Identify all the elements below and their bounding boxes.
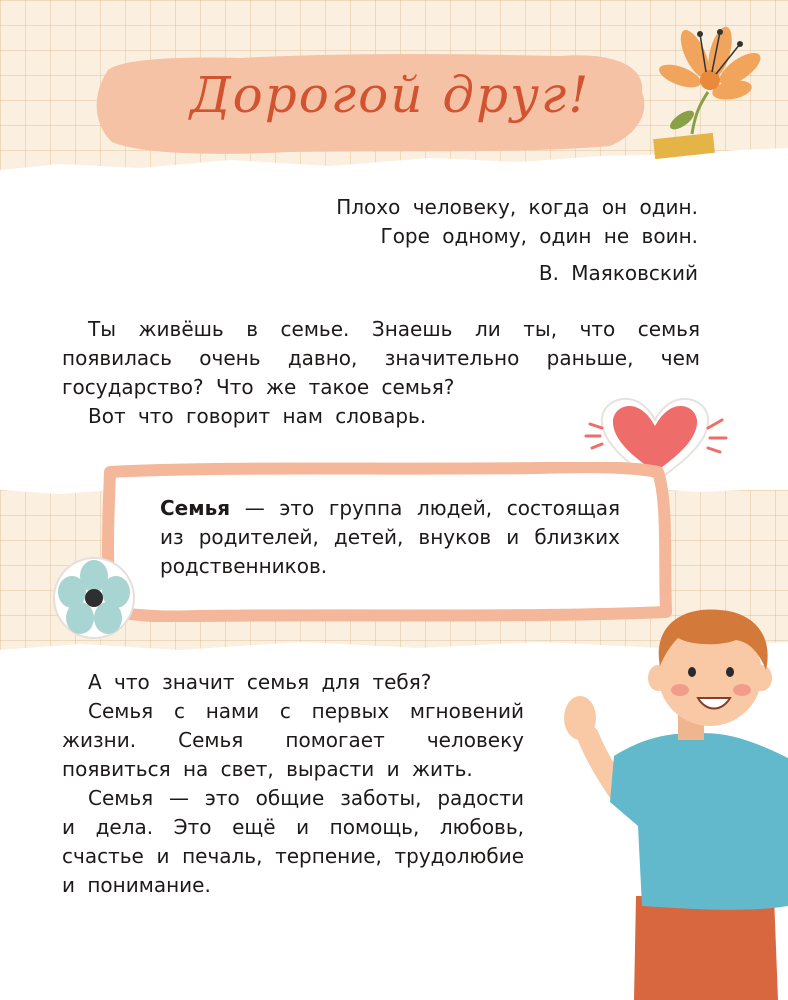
intro-paragraph: Вот что говорит нам словарь. xyxy=(88,404,427,428)
definition-text xyxy=(160,494,620,581)
flower-icon xyxy=(640,14,780,164)
epigraph-line: Горе одному, один не воин. xyxy=(380,224,698,248)
body-text xyxy=(62,668,524,900)
definition-term: Семья xyxy=(160,496,231,520)
blue-flower-icon xyxy=(52,556,136,640)
body-question: А что значит семья для тебя? xyxy=(88,670,432,694)
boy-illustration xyxy=(552,606,788,1000)
body-paragraph: Семья с нами с первых мгновений жизни. Семья помогает человеку появиться на свет, вырасти и жить. xyxy=(62,699,524,781)
epigraph-line: Плохо человеку, когда он один. xyxy=(336,195,698,219)
body-paragraph: Семья — это общие заботы, радости и дела. Это ещё и помощь, любовь, счастье и печаль, терпение, трудолюбие и понимание. xyxy=(62,786,524,897)
page-title: Дорогой друг! xyxy=(190,66,591,124)
epigraph-author: В. Маяковский xyxy=(538,261,698,285)
epigraph xyxy=(250,193,698,288)
intro-paragraph: Ты живёшь в семье. Знаешь ли ты, что семья появилась очень давно, значительно раньше, чем государство? Что же такое семья? xyxy=(62,317,700,399)
definition-body: — это группа людей, состоящая из родителей, детей, внуков и близких родственников. xyxy=(160,496,620,578)
